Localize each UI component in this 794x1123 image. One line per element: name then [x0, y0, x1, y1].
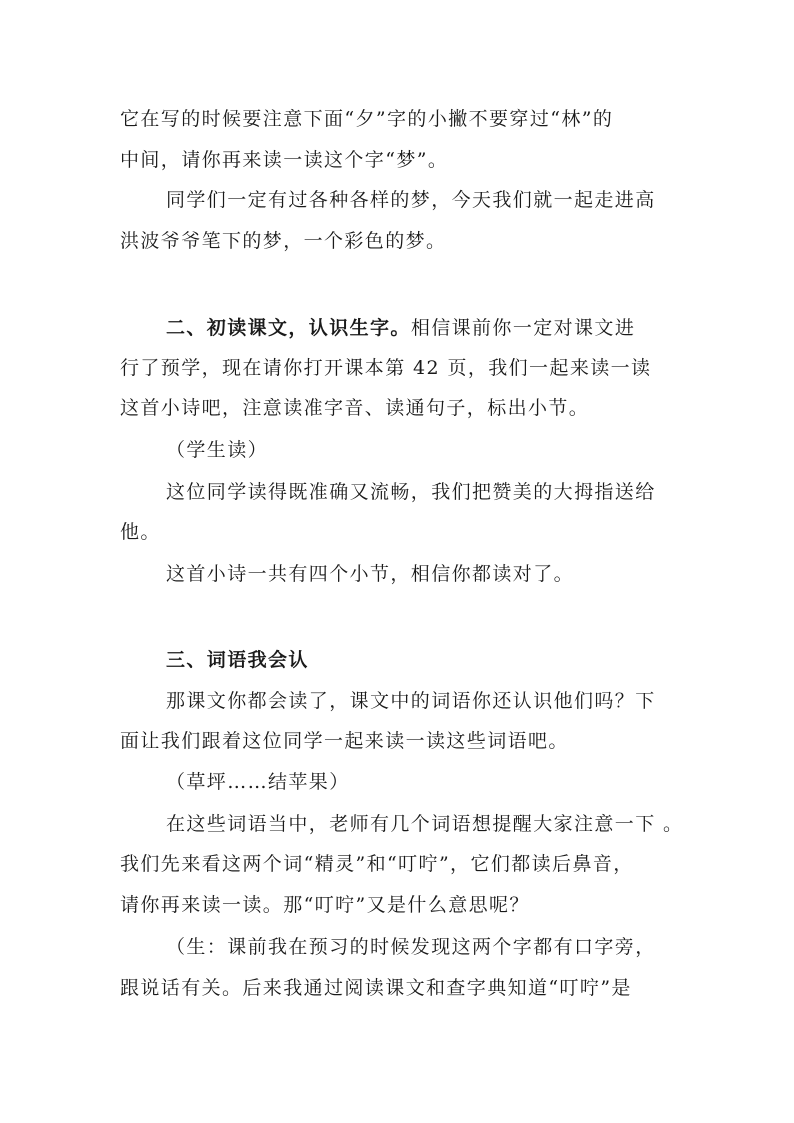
section-heading: 三、词语我会认 — [166, 649, 309, 671]
paragraph-line: 它在写的时候要注意下面“夕”字的小撇不要穿过“林”的 — [120, 108, 614, 130]
paragraph-line: 面让我们跟着这位同学一起来读一读这些词语吧。 — [120, 730, 569, 752]
paragraph-line: 中间，请你再来读一读这个字“梦”。 — [120, 149, 449, 171]
paragraph-line: 我们先来看这两个词“精灵”和“叮咛”，它们都读后鼻音， — [120, 853, 634, 875]
paragraph-line: （生：课前我在预习的时候发现这两个字都有口字旁， — [166, 936, 656, 958]
paragraph-line: 跟说话有关。后来我通过阅读课文和查字典知道“叮咛”是 — [120, 977, 632, 999]
paragraph-line: 同学们一定有过各种各样的梦，今天我们就一起走进高 — [166, 189, 656, 211]
paragraph-line: 这位同学读得既准确又流畅，我们把赞美的大拇指送给 — [166, 481, 656, 503]
paragraph-line: 行了预学，现在请你打开课本第 42 页，我们一起来读一读 — [120, 357, 652, 379]
section-2-line — [166, 316, 635, 340]
section-heading: 二、初读课文，认识生字。 — [166, 317, 411, 339]
paragraph-line: 请你再来读一读。那“叮咛”又是什么意思呢？ — [120, 894, 530, 916]
paragraph-line: 洪波爷爷笔下的梦，一个彩色的梦。 — [120, 230, 447, 252]
paragraph-line: 这首小诗一共有四个小节，相信你都读对了。 — [166, 563, 575, 585]
paragraph-line: （草坪……结苹果） — [166, 771, 350, 793]
paragraph-line: 那课文你都会读了，课文中的词语你还认识他们吗？下 — [166, 690, 656, 712]
paragraph-line: 他。 — [120, 521, 161, 543]
paragraph-text: 相信课前你一定对课文进 — [410, 317, 636, 339]
paragraph-line: （学生读） — [166, 439, 269, 461]
paragraph-line: 在这些词语当中，老师有几个词语想提醒大家注意一下 。 — [166, 813, 684, 835]
paragraph-line: 这首小诗吧，注意读准字音、读通句子，标出小节。 — [120, 397, 590, 419]
